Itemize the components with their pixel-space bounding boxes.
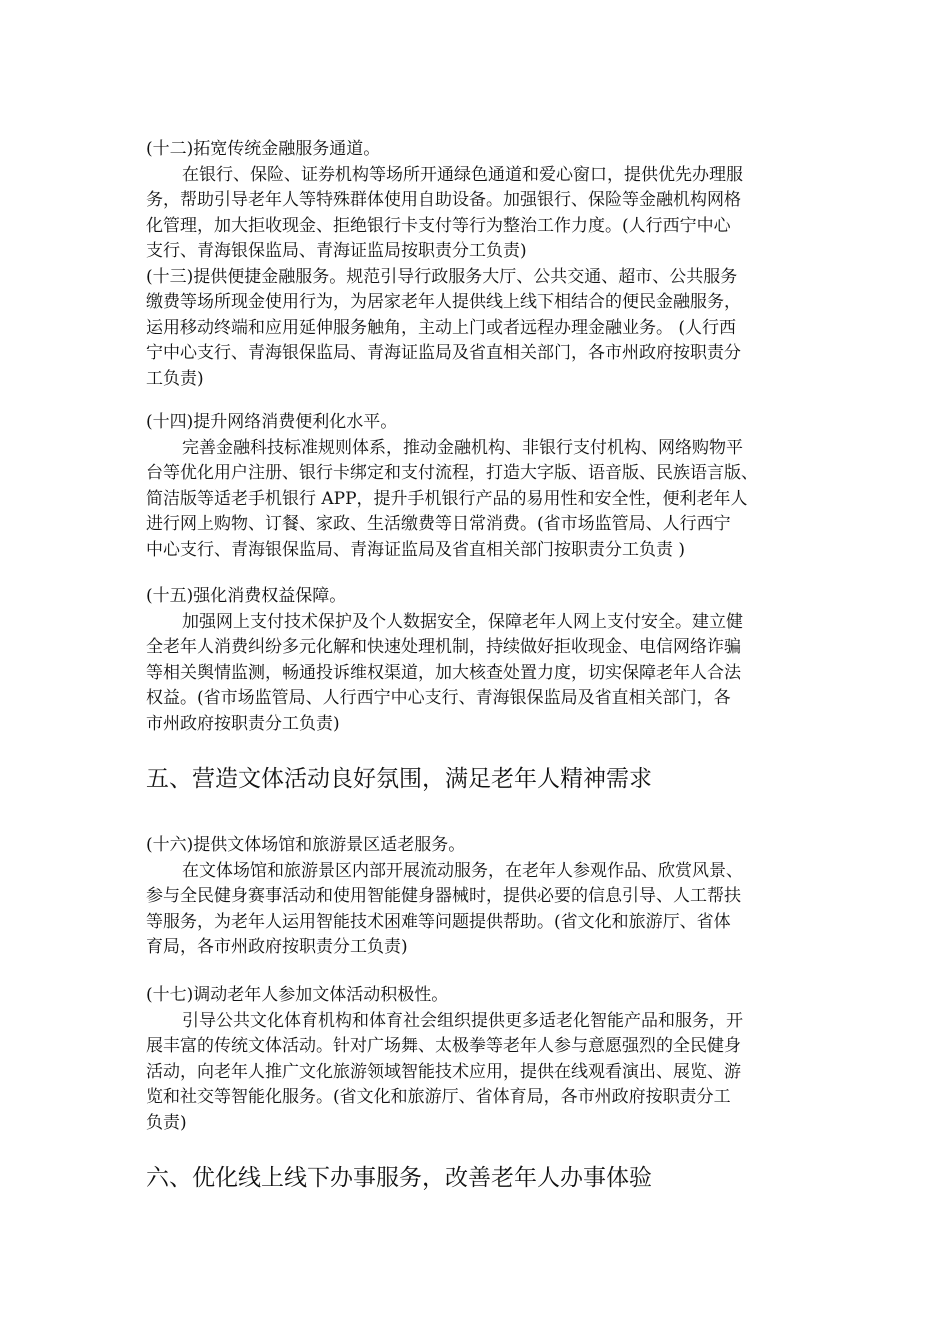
paragraph-line: 化管理，加大拒收现金、拒绝银行卡支付等行为整治工作力度。(人行西宁中心 (146, 215, 731, 236)
paragraph-line: 市州政府按职责分工负责) (146, 713, 340, 734)
section-15 (146, 584, 808, 737)
section-14 (146, 410, 808, 563)
item-title: (十二)拓宽传统金融服务通道。 (146, 139, 381, 159)
section-17 (146, 983, 808, 1136)
paragraph-line: 育局，各市州政府按职责分工负责) (146, 937, 408, 957)
item-title: (十六)提供文体场馆和旅游景区适老服务。 (146, 835, 466, 855)
paragraph-line: 活动，向老年人推广文化旅游领域智能技术应用，提供在线观看演出、展览、游 (146, 1061, 741, 1082)
item-title: (十五)强化消费权益保障。 (146, 586, 347, 606)
section-16 (146, 833, 808, 961)
chapter-heading-6: 六、优化线上线下办事服务，改善老年人办事体验 (146, 1165, 652, 1191)
paragraph-line: 宁中心支行、青海银保监局、青海证监局及省直相关部门，各市州政府按职责分 (146, 343, 741, 363)
section-12-13 (146, 137, 808, 392)
paragraph-line: 加强网上支付技术保护及个人数据安全，保障老年人网上支付安全。建立健 (182, 611, 743, 632)
paragraph-line: 务，帮助引导老年人等特殊群体使用自助设备。加强银行、保险等金融机构网格 (146, 190, 741, 210)
paragraph-line: 在文体场馆和旅游景区内部开展流动服务，在老年人参观作品、欣赏风景、 (182, 860, 743, 881)
paragraph-line: 全老年人消费纠纷多元化解和快速处理机制，持续做好拒收现金、电信网络诈骗 (146, 637, 741, 657)
paragraph-line: 等服务，为老年人运用智能技术困难等问题提供帮助。(省文化和旅游厅、省体 (146, 911, 731, 932)
item-title: (十七)调动老年人参加文体活动积极性。 (146, 985, 449, 1005)
paragraph-line: 负责) (146, 1112, 187, 1133)
item-title: (十四)提升网络消费便利化水平。 (146, 412, 398, 432)
paragraph-line: 简洁版等适老手机银行 APP，提升手机银行产品的易用性和安全性，便利老年人 (146, 488, 748, 509)
paragraph-line: 中心支行、青海银保监局、青海证监局及省直相关部门按职责分工负责 ) (146, 539, 686, 560)
chapter-heading-5: 五、营造文体活动良好氛围，满足老年人精神需求 (146, 766, 652, 792)
paragraph-line: 运用移动终端和应用延伸服务触角，主动上门或者远程办理金融业务。 (人行西 (146, 317, 737, 338)
item-title: (十三)提供便捷金融服务。规范引导行政服务大厅、公共交通、超市、公共服务 (146, 266, 738, 287)
paragraph-line: 支行、青海银保监局、青海证监局按职责分工负责) (146, 241, 527, 261)
paragraph-line: 展丰富的传统文体活动。针对广场舞、太极拳等老年人参与意愿强烈的全民健身 (146, 1036, 741, 1056)
paragraph-line: 等相关舆情监测，畅通投诉维权渠道，加大核查处置力度，切实保障老年人合法 (146, 662, 741, 683)
paragraph-line: 览和社交等智能化服务。(省文化和旅游厅、省体育局，各市州政府按职责分工 (146, 1087, 731, 1107)
paragraph-line: 权益。(省市场监管局、人行西宁中心支行、青海银保监局及省直相关部门，各 (146, 688, 731, 708)
paragraph-line: 台等优化用户注册、银行卡绑定和支付流程，打造大字版、语音版、民族语言版、 (146, 463, 758, 483)
paragraph-line: 进行网上购物、订餐、家政、生活缴费等日常消费。(省市场监管局、人行西宁 (146, 514, 731, 534)
paragraph-line: 完善金融科技标准规则体系，推动金融机构、非银行支付机构、网络购物平 (182, 437, 743, 458)
paragraph-line: 参与全民健身赛事活动和使用智能健身器械时，提供必要的信息引导、人工帮扶 (146, 886, 741, 906)
paragraph-line: 引导公共文化体育机构和体育社会组织提供更多适老化智能产品和服务，开 (182, 1010, 743, 1031)
paragraph-line: 工负责) (146, 368, 204, 389)
paragraph-line: 在银行、保险、证券机构等场所开通绿色通道和爱心窗口，提供优先办理服 (182, 164, 743, 185)
paragraph-line: 缴费等场所现金使用行为，为居家老年人提供线上线下相结合的便民金融服务， (146, 292, 741, 312)
